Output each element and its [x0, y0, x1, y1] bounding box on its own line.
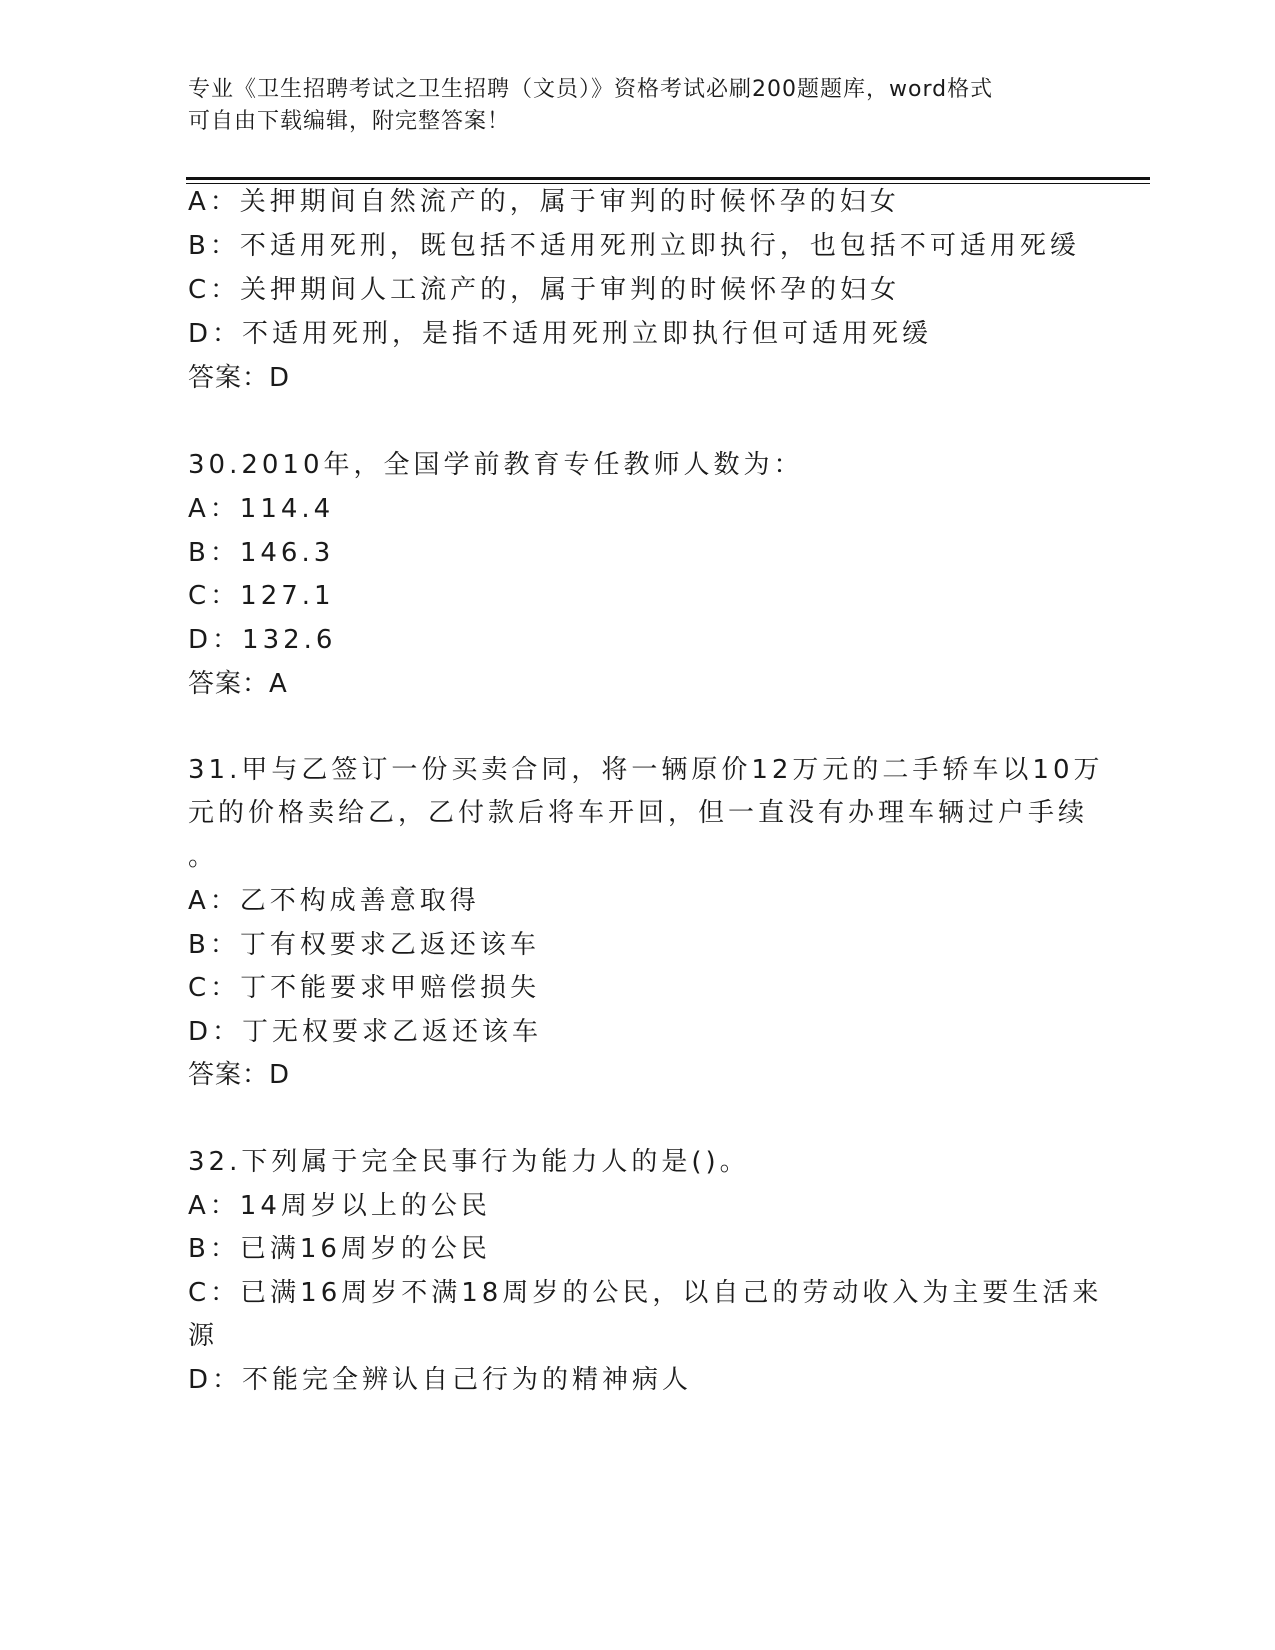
q30-answer: 答案：A — [188, 669, 288, 699]
q29-option-d: D：不适用死刑，是指不适用死刑立即执行但可适用死缓 — [188, 319, 933, 349]
q32-stem: 32.下列属于完全民事行为能力人的是()。 — [188, 1147, 750, 1177]
q32-option-d: D：不能完全辨认自己行为的精神病人 — [188, 1365, 693, 1395]
q31-stem-line-2: 元的价格卖给乙，乙付款后将车开回，但一直没有办理车辆过户手续 — [188, 798, 1089, 828]
header-divider-thick — [186, 177, 1150, 180]
q29-option-a: A：关押期间自然流产的，属于审判的时候怀孕的妇女 — [188, 187, 900, 217]
q30-option-c: C：127.1 — [188, 581, 335, 611]
q31-stem-line-1: 31.甲与乙签订一份买卖合同，将一辆原价12万元的二手轿车以10万 — [188, 755, 1104, 785]
q31-option-d: D：丁无权要求乙返还该车 — [188, 1017, 543, 1047]
q32-option-c-line-2: 源 — [188, 1321, 219, 1351]
q31-option-b: B：丁有权要求乙返还该车 — [188, 930, 540, 960]
header-title-line-1: 专业《卫生招聘考试之卫生招聘（文员）》资格考试必刷200题题库，word格式 — [188, 77, 994, 102]
q29-option-c: C：关押期间人工流产的，属于审判的时候怀孕的妇女 — [188, 275, 901, 305]
q30-option-a: A：114.4 — [188, 494, 335, 524]
q30-option-b: B：146.3 — [188, 538, 335, 568]
q32-option-b: B：已满16周岁的公民 — [188, 1234, 491, 1264]
document-header — [188, 74, 1068, 138]
q31-stem-line-3: 。 — [188, 842, 219, 872]
q31-answer: 答案：D — [188, 1060, 291, 1090]
header-title-line-2: 可自由下载编辑，附完整答案！ — [188, 109, 511, 134]
q29-option-b: B：不适用死刑，既包括不适用死刑立即执行，也包括不可适用死缓 — [188, 231, 1080, 261]
q30-option-d: D：132.6 — [188, 625, 337, 655]
q31-option-c: C：丁不能要求甲赔偿损失 — [188, 973, 541, 1003]
q30-stem: 30.2010年，全国学前教育专任教师人数为： — [188, 450, 804, 480]
q32-option-a: A：14周岁以上的公民 — [188, 1191, 491, 1221]
q32-option-c-line-1: C：已满16周岁不满18周岁的公民，以自己的劳动收入为主要生活来 — [188, 1278, 1103, 1308]
q31-option-a: A：乙不构成善意取得 — [188, 886, 480, 916]
q29-answer: 答案：D — [188, 363, 291, 393]
